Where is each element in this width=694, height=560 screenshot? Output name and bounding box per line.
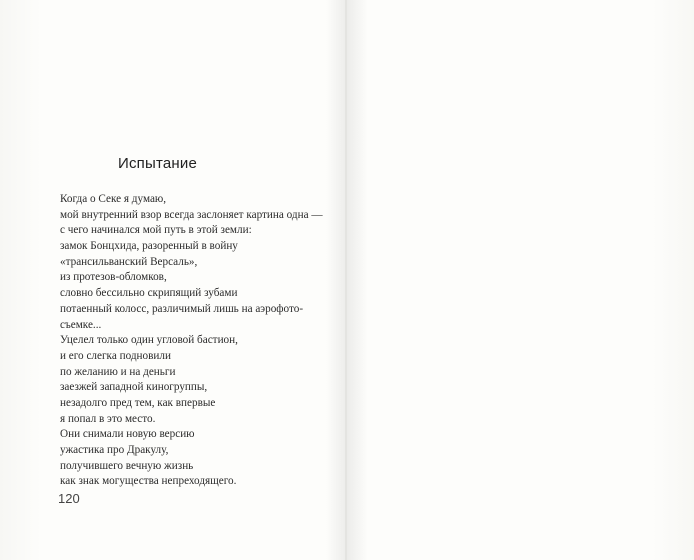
- poem-line: Уцелел только один угловой бастион,: [60, 334, 238, 347]
- poem-line: «трансильванский Версаль»,: [60, 255, 198, 268]
- poem-line: и его слегка подновили: [60, 349, 171, 362]
- poem-line: по желанию и на деньги: [60, 365, 176, 378]
- poem-line: из протезов-обломков,: [60, 271, 167, 284]
- right-page: [347, 0, 694, 560]
- poem-line: съемке...: [60, 318, 102, 331]
- poem-line: Когда о Секе я думаю,: [60, 193, 167, 205]
- page-number-left: 120: [58, 491, 80, 506]
- poem-line: получившего вечную жизнь: [60, 459, 194, 472]
- poem-line: потаенный колосс, различимый лишь на аэрофото-: [60, 302, 304, 315]
- poem-line: замок Бонцхида, разоренный в войну: [60, 240, 238, 253]
- poem-line: мой внутренний взор всегда заслоняет картина одна —: [60, 208, 323, 221]
- poem-line: ужастика про Дракулу,: [60, 444, 169, 456]
- poem-line: заезжей западной киногруппы,: [60, 381, 208, 394]
- poem-line: я попал в это место.: [60, 412, 156, 425]
- poem-line: как знак могущества непреходящего.: [60, 475, 237, 488]
- poem-line: словно бессильно скрипящий зубами: [60, 287, 238, 300]
- poem-line: Они снимали новую версию: [60, 428, 195, 441]
- poem-title: Испытание: [118, 155, 198, 172]
- poem-line: с чего начинался мой путь в этой земли:: [60, 224, 252, 237]
- left-poem-text: [60, 192, 323, 490]
- poem-line: незадолго пред тем, как впервые: [60, 396, 216, 409]
